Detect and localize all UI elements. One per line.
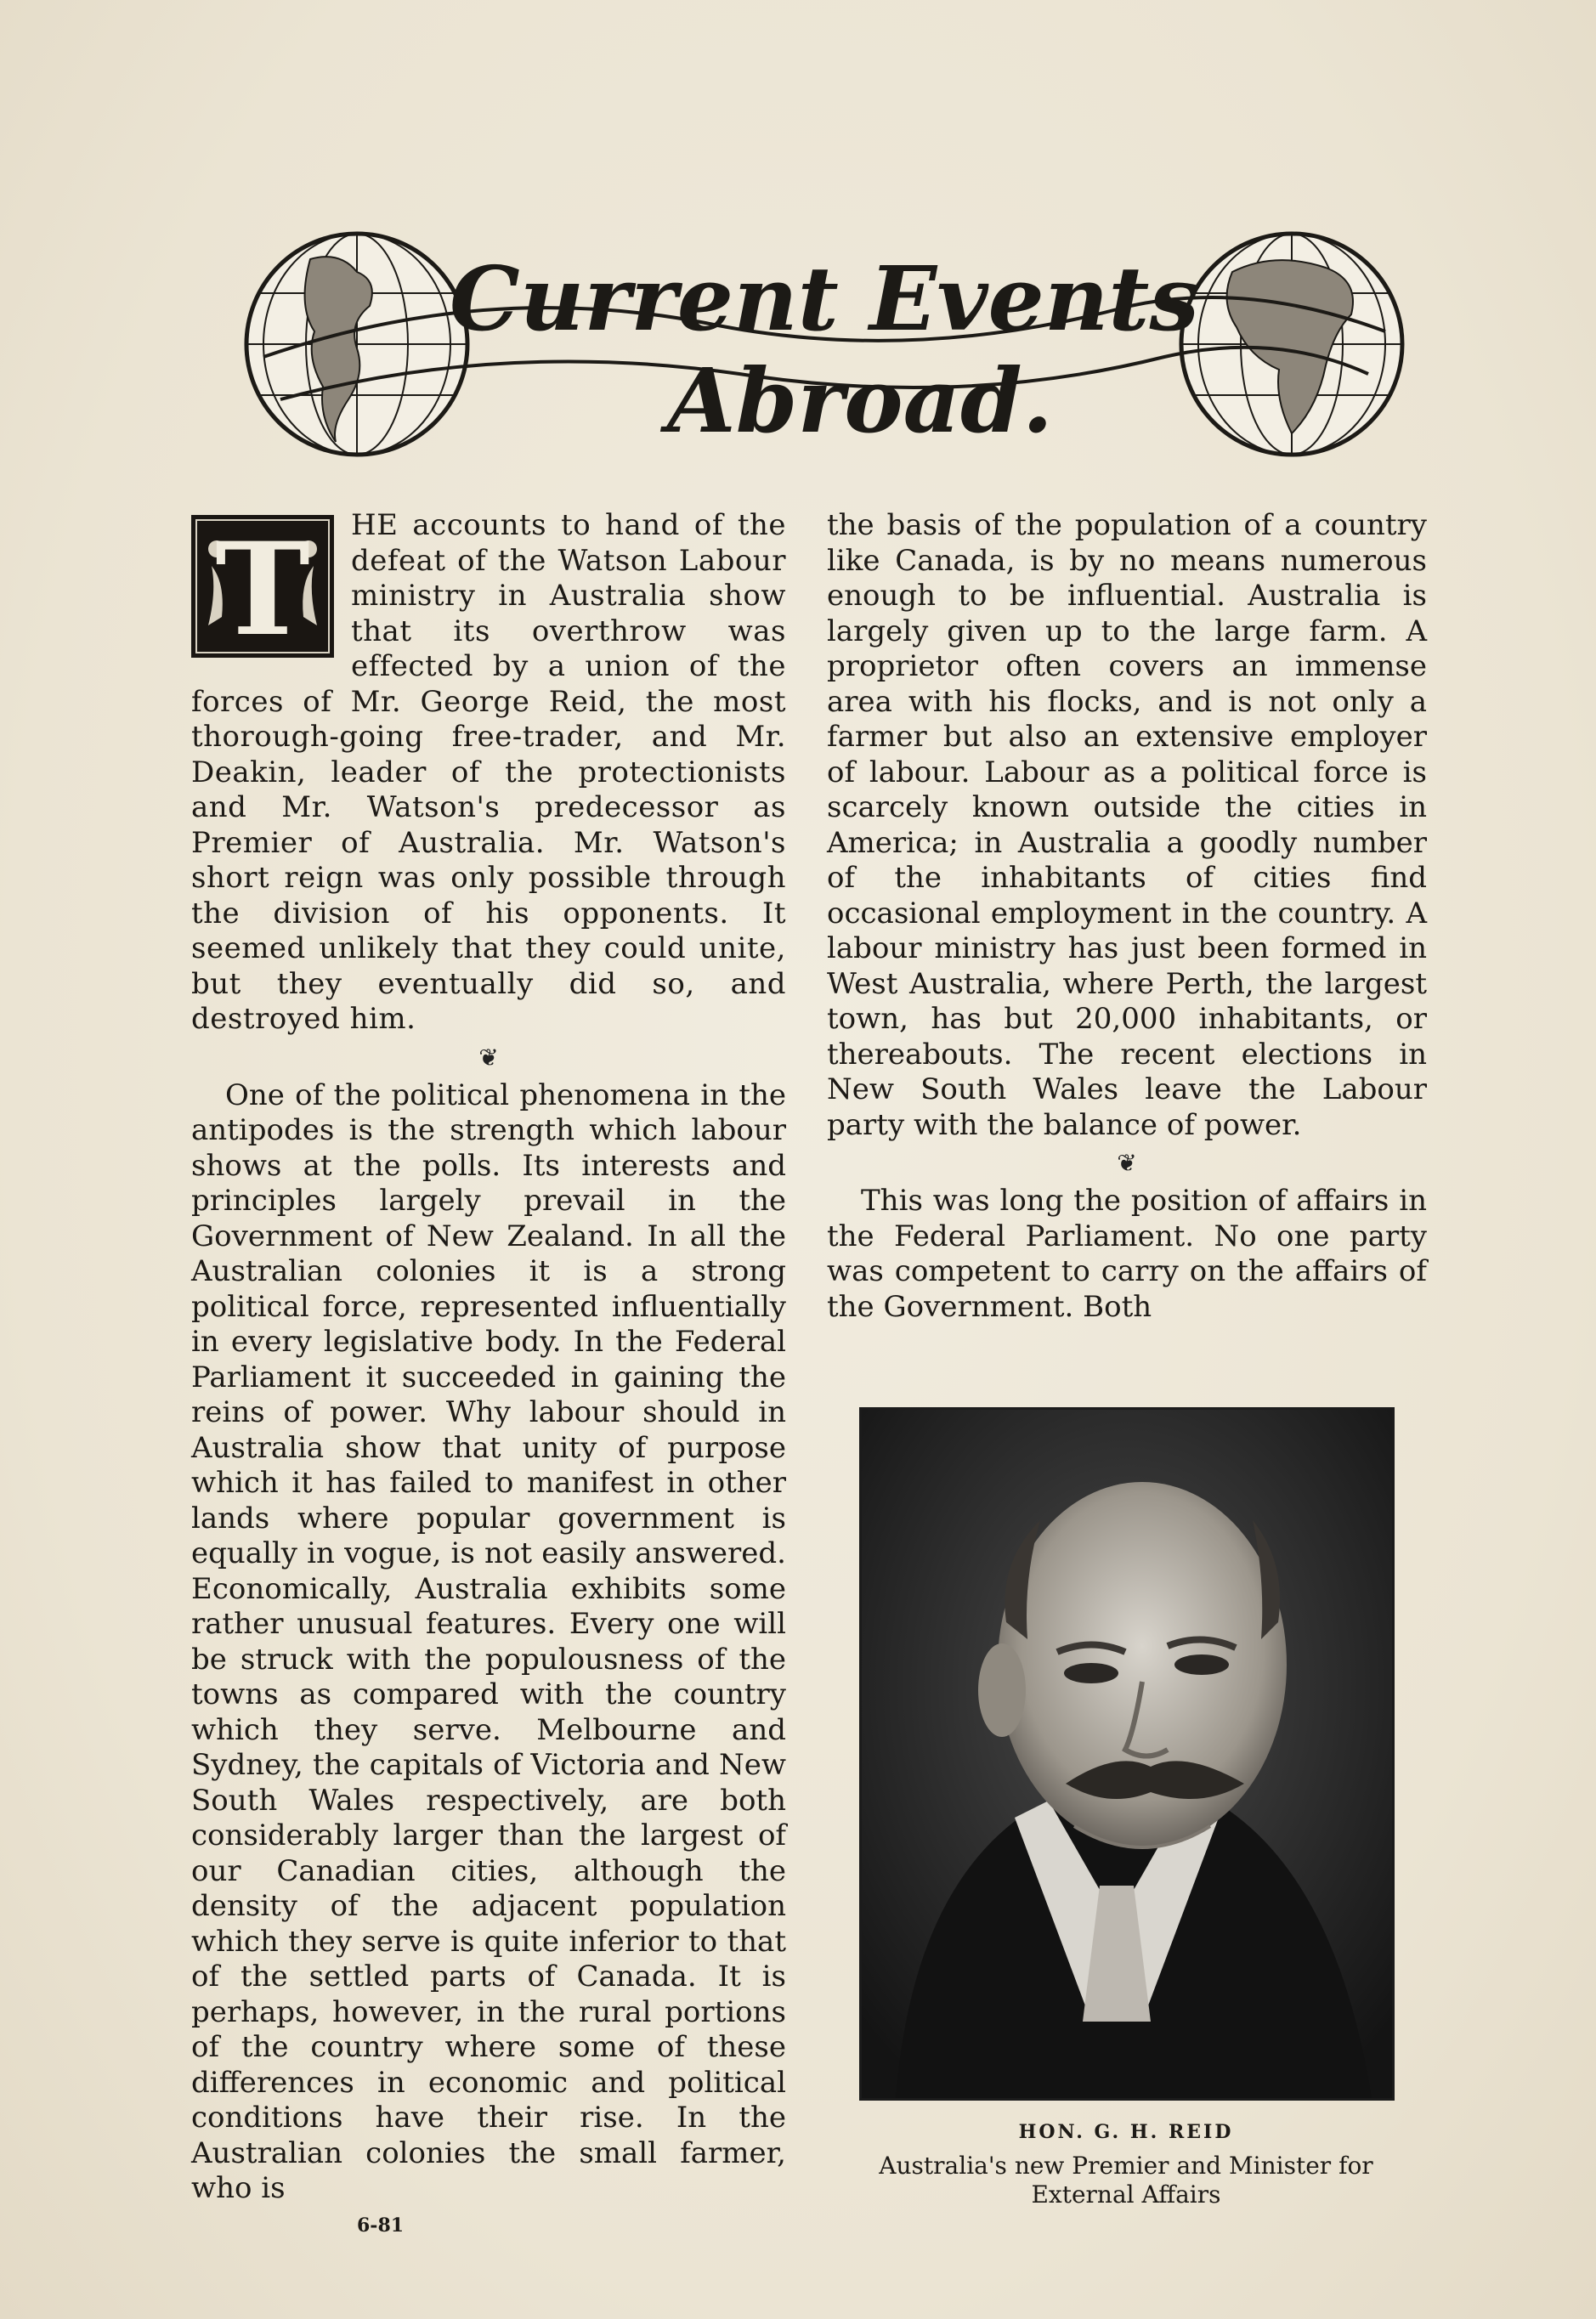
paragraph-2: One of the political phenomena in the antipodes is the strength which labour shows at the polls. Its interests and principles largely prevail in the Government of New Zealand. In all the Australian colonies it is a strong political force, represented influentially in every legislative body. In the Federal Parliament it succeeded in gaining the reins of power. Why labour should in Australia show that unity of purpose which it has failed to manifest in other lands where popular government is equally in vogue, is not easily answered. Economically, Australia exhibits some rather unusual features. Every one will be struck with the populousness of the towns as compared with the country which they serve. Melbourne and Sydney, the capitals of Victoria and New South Wales respectively, are both considerably larger than the largest of our Canadian cities, although the density of the adjacent population which they serve is quite inferior to that of the settled parts of Canada. It is perhaps, however, in the rural portions of the country where some of these differences in economic and political conditions have their rise. In the Australian colonies the small farmer, who is bbox=[191, 1077, 786, 2205]
page-folio: 6-81 bbox=[357, 2214, 405, 2237]
photo-caption-name: HON. G. H. REID bbox=[1018, 2121, 1234, 2143]
masthead-title-line1: Current Events bbox=[449, 246, 1200, 351]
photo-caption-description bbox=[824, 2152, 1428, 2209]
masthead-art bbox=[229, 229, 1419, 467]
left-globe-icon bbox=[246, 234, 467, 455]
dropcap-letter: T bbox=[215, 515, 310, 658]
masthead bbox=[229, 229, 1419, 467]
section-ornament-icon: ❦ bbox=[478, 1043, 499, 1072]
right-column bbox=[827, 508, 1427, 1325]
portrait-image bbox=[862, 1410, 1392, 2098]
caption-line-2: External Affairs bbox=[1031, 2180, 1221, 2209]
paragraph-3: the basis of the population of a country like Canada, is by no means numerous enough to be influential. Australia is largely given up to the large farm. A proprietor often covers an immense area with his flocks, and is not only a farmer but also an extensive employer of labour. Labour as a political force is scarcely known outside the cities in America; in Australia a goodly number of the inhabitants of cities find occasional employment in the country. A labour ministry has just been formed in West Australia, where Perth, the largest town, has but 20,000 inhabitants, or thereabouts. The recent elections in New South Wales leave the Labour party with the balance of power. bbox=[827, 508, 1427, 1142]
section-ornament-icon-2: ❦ bbox=[1117, 1149, 1137, 1177]
dropcap bbox=[191, 515, 334, 658]
paragraph-4: This was long the position of affairs in the Federal Parliament. No one party was competent to carry on the affairs of the Government. Both bbox=[827, 1184, 1427, 1324]
left-column bbox=[191, 508, 786, 2207]
dropcap-ornament-icon bbox=[191, 515, 334, 658]
masthead-title-line2: Abroad. bbox=[667, 348, 1053, 453]
portrait-photo bbox=[859, 1407, 1395, 2101]
caption-line-1: Australia's new Premier and Minister for bbox=[879, 2152, 1373, 2180]
paragraph-1: HE accounts to hand of the defeat of the Watson Labour ministry in Australia show that its overthrow was effected by a union of the forces of Mr. George Reid, the most thorough-going free-trader, and Mr. Deakin, leader of the protectionists and Mr. Watson's predecessor as Premier of Australia. Mr. Watson's short reign was only possible through the division of his opponents. It seemed unlikely that they could unite, but they eventually did so, and destroyed him. bbox=[191, 508, 786, 1036]
right-globe-icon bbox=[1181, 234, 1402, 455]
